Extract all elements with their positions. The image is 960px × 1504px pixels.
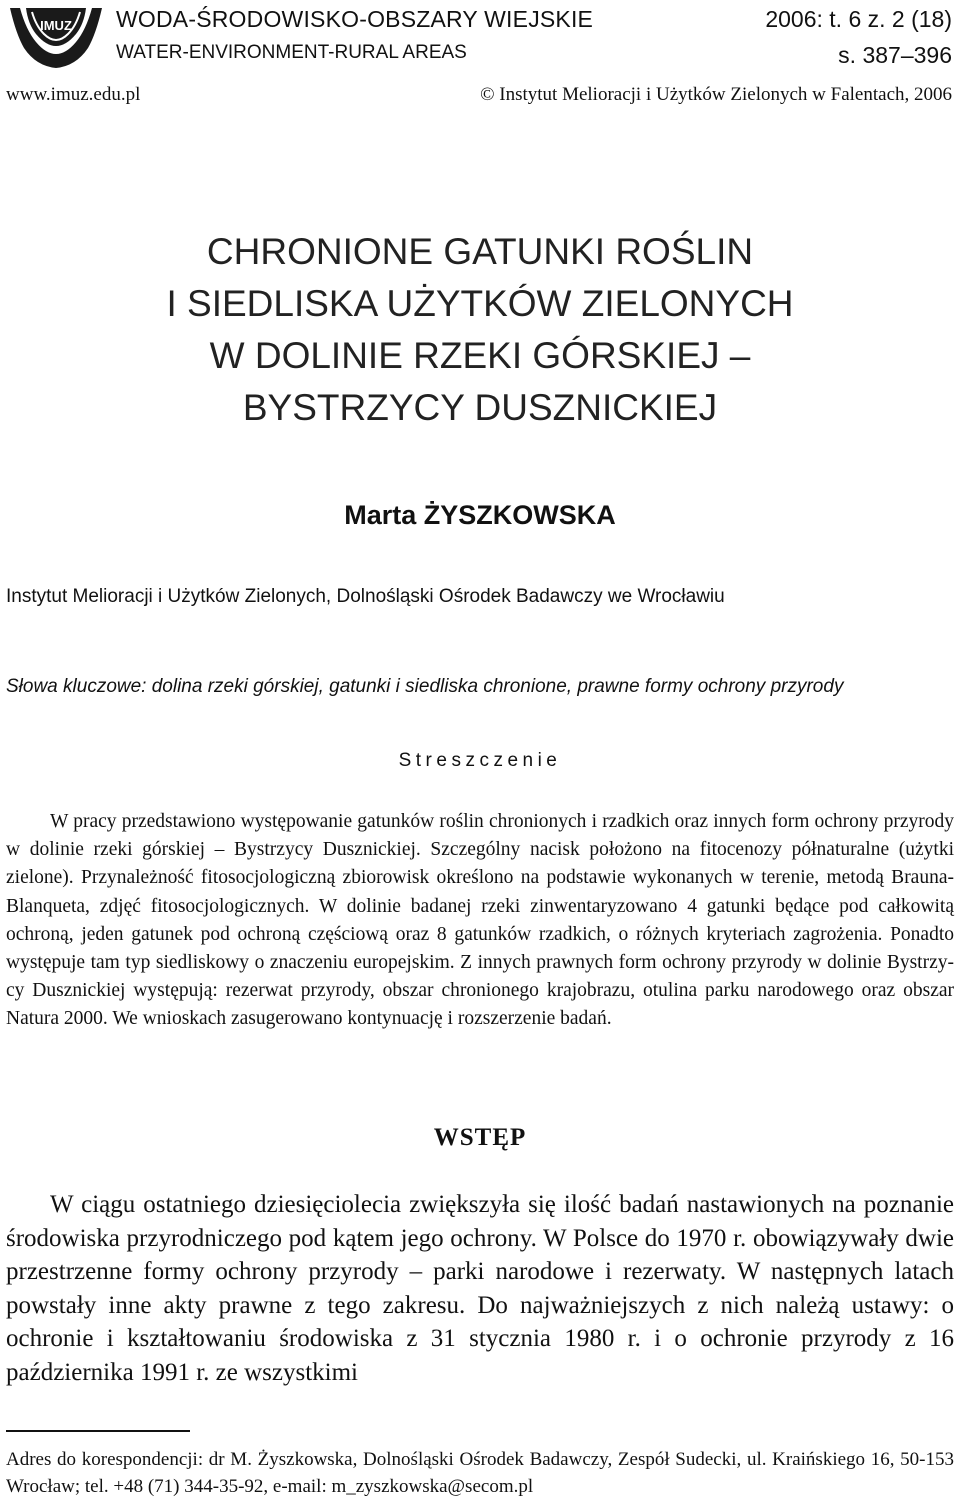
volume-info: 2006: t. 6 z. 2 (18)	[765, 6, 952, 32]
section-heading: WSTĘP	[433, 1124, 527, 1151]
title-line: CHRONIONE GATUNKI ROŚLIN	[206, 231, 754, 272]
title-line: I SIEDLISKA UŻYTKÓW ZIELONYCH	[166, 283, 794, 324]
page-range: s. 387–396	[838, 42, 952, 68]
author-name: Marta ŻYSZKOWSKA	[344, 500, 616, 530]
keywords: Słowa kluczowe: dolina rzeki górskiej, gatunki i siedliska chronione, prawne formy ochrony przyrody	[6, 676, 844, 697]
abstract-text: W pracy przedstawiono występowanie gatunków roślin chronionych i rzadkich oraz innych form ochrony przyrody w dolinie rzeki górskiej – Bystrzycy Dusznickiej. Szczególny nacisk położono na fitocenozy półnaturalne (użytki zielone). Przynależność fitosocjologiczną zbiorowisk określono na podstawie wykonanych w terenie, metodą Brauna-Blanqueta, zdjęć fitosocjologicznych. W dolinie badanej rzeki zinwentaryzowano 4 gatunki będące pod całkowitą ochroną, jeden gatunek pod ochroną częściową oraz 8 gatunków rzadkich, o różnych kryteriach zagrożenia. Ponadto występuje tam typ siedliskowy o znaczeniu europejskim. Z innych prawnych form ochrony przyrody w dolinie Bystrzycy Dusznickiej występują: rezerwat przyrody, obszar chronionego krajobrazu, otulina parku narodowego oraz obszar Natura 2000. We wnioskach zasugerowano kontynuację i rozszerzenie badań.	[6, 811, 954, 1030]
article-title	[0, 226, 960, 434]
title-line: BYSTRZYCY DUSZNICKIEJ	[242, 387, 718, 428]
copyright-notice: © Instytut Melioracji i Użytków Zielonych w Falentach, 2006	[480, 84, 952, 105]
imuz-logo-icon	[6, 4, 106, 70]
page-header	[0, 0, 960, 110]
correspondence-footnote: Adres do korespondencji: dr M. Żyszkowska, Dolnośląski Ośrodek Badawczy, Zespół Sudecki, ul. Kraińskiego 16, 50-153 Wrocław; tel. +48 (71) 344-35-92, e-mail: m_zyszkowska@secom.pl	[6, 1449, 954, 1497]
journal-url[interactable]: www.imuz.edu.pl	[6, 84, 141, 105]
footnote-divider	[6, 1430, 190, 1432]
intro-paragraph: W ciągu ostatniego dziesięciolecia zwiększyła się ilość badań nastawionych na poznanie środowiska przyrodniczego pod kątem jego ochrony. W Polsce do 1970 r. obowiązywały dwie przestrzenne formy ochrony przyrody – parki narodowe i rezerwaty. W następnych latach powstały inne akty prawne z tego zakresu. Do najważniejszych z nich należą ustawy: o ochronie i kształtowaniu środowiska z 31 stycznia 1980 r. i o ochronie przyrody z 16 października 1991 r. ze wszystkimi	[6, 1191, 954, 1386]
title-line: W DOLINIE RZEKI GÓRSKIEJ –	[209, 335, 751, 376]
abstract-heading: Streszczenie	[398, 750, 562, 771]
journal-title-en: WATER-ENVIRONMENT-RURAL AREAS	[116, 42, 467, 63]
logo-text: IMUZ	[40, 18, 72, 33]
author-affiliation: Instytut Melioracji i Użytków Zielonych, Dolnośląski Ośrodek Badawczy we Wrocławiu	[6, 586, 725, 607]
journal-title-pl: WODA-ŚRODOWISKO-OBSZARY WIEJSKIE	[116, 6, 594, 32]
